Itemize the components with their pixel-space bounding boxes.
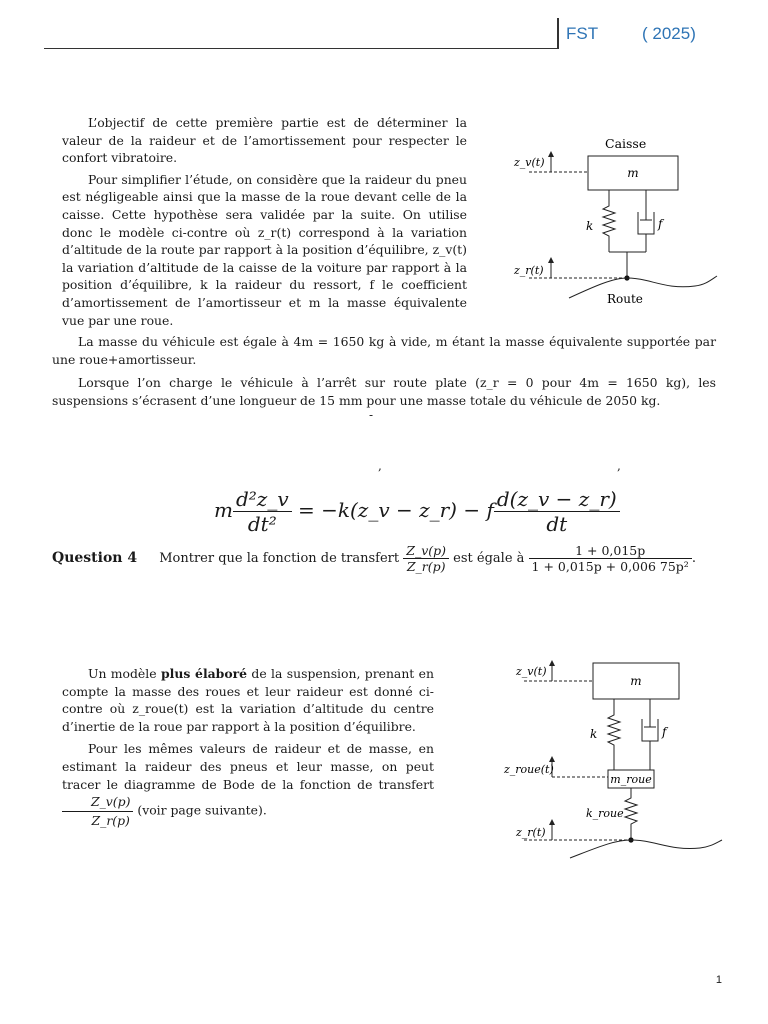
- question-text-before: Montrer que la fonction de transfert: [159, 551, 400, 566]
- d2-zr-label: z_r(t): [516, 826, 546, 839]
- spring-label: k: [586, 219, 594, 233]
- question-result-den: 1 + 0,015p + 0,006 75p²: [531, 559, 689, 574]
- model2-p2-after: (voir page suivante).: [137, 802, 267, 818]
- tire-spring: [625, 788, 637, 840]
- eq-lhs-num: d²z_v: [233, 487, 292, 512]
- page-number: 1: [715, 974, 722, 986]
- road-profile: [569, 276, 717, 298]
- stray-mark-3: ,: [617, 459, 621, 473]
- route-label: Route: [607, 292, 643, 306]
- eq-lhs-coef: m: [214, 498, 233, 522]
- mass-label: m: [627, 166, 639, 180]
- header-rule: [44, 48, 559, 49]
- question-text-end: .: [691, 551, 696, 566]
- d2-spring-k: [608, 699, 620, 770]
- eq-rhs-mid: = −k(z_v − z_r) − f: [297, 498, 494, 522]
- eq-lhs-fraction: [233, 487, 292, 536]
- intro-block: [62, 114, 467, 329]
- d2-zv-arrowhead: [549, 660, 555, 666]
- eq-rhs-den: dt: [546, 512, 568, 536]
- model2-p1-after: de la suspension, prenant en compte la masse des roues et leur raideur est donné ci-contre où z_roue(t) est la variation d’altitude du centre d’inertie de la roue par rapport à la position d’équilibre.: [62, 666, 434, 734]
- model2-tf-num: Z_v(p): [62, 793, 133, 812]
- intro-paragraph-2: Pour simplifier l’étude, on considère que la raideur du pneu est négligeable ainsi que la masse de la roue devant celle de la caisse. Cette hypothèse sera validée par la suite. On utilise donc le modèle ci-contre où z_r(t) correspond à la variation d’altitude de la route par rapport à la position d’équilibre, z_v(t) la variation d’altitude de la caisse de la voiture par rapport à la position d’équilibre, k la raideur du ressort, f le coefficient d’amortissement de l’amortisseur et m la masse équivalente vue par une roue.: [62, 171, 467, 328]
- caisse-label: Caisse: [605, 136, 647, 151]
- d2-zr-arrowhead: [549, 819, 555, 825]
- question-result-num: 1 + 0,015p: [529, 543, 692, 559]
- stray-mark-1: -: [369, 408, 374, 422]
- question-tf: [403, 543, 449, 574]
- model2-paragraph-1: [62, 665, 434, 735]
- eq-lhs-den: dt²: [247, 512, 277, 536]
- model2-p1-bold: plus élaboré: [160, 666, 248, 681]
- question-text-mid: est égale à: [453, 551, 525, 566]
- model2-block: [62, 665, 434, 829]
- d2-damper-label: f: [662, 725, 667, 739]
- suspension-diagram-simple: [505, 130, 720, 310]
- zr-arrowhead: [548, 257, 554, 263]
- eq-rhs-fraction: [494, 487, 620, 536]
- question-tf-den: Z_r(p): [406, 559, 446, 574]
- intro-paragraph-1: L’objectif de cette première partie est de déterminer la valeur de la raideur et de l’amortissement pour respecter le confort vibratoire.: [62, 115, 467, 166]
- question-result: [529, 543, 692, 574]
- question-4: [52, 543, 732, 574]
- motion-equation: [214, 487, 617, 536]
- d2-spring-label: k: [590, 727, 598, 741]
- question-label: Question 4: [52, 550, 138, 566]
- model2-p2-before: Pour les mêmes valeurs de raideur et de masse, en estimant la raideur des pneus et leur masse, on peut tracer le diagramme de Bode de la fonction de transfert: [62, 741, 434, 792]
- damper-label: f: [658, 217, 663, 231]
- load-paragraph: Lorsque l’on charge le véhicule à l’arrêt sur route plate (z_r = 0 pour 4m = 1650 kg), les suspensions s’écrasent d’une longueur de 15 mm pour une masse totale du véhicule de 2050 kg.: [52, 375, 716, 408]
- stray-mark-2: ,: [378, 459, 382, 473]
- d2-tire-spring-label: k_roue: [586, 807, 624, 820]
- vehicle-block: [52, 333, 716, 409]
- model2-paragraph-2: [62, 740, 434, 829]
- d2-zroue-arrowhead: [549, 756, 555, 762]
- header-year: ( 2025): [642, 24, 696, 43]
- d2-road-profile: [570, 840, 722, 858]
- header-divider: [557, 18, 559, 49]
- eq-rhs-num: d(z_v − z_r): [494, 487, 620, 512]
- zr-label: z_r(t): [514, 264, 544, 277]
- zv-arrowhead: [548, 151, 554, 157]
- spring-k: [603, 190, 615, 252]
- d2-zv-label: z_v(t): [516, 665, 547, 678]
- model2-p1-before: Un modèle: [88, 666, 157, 681]
- d2-zroue-label: z_roue(t): [504, 763, 554, 776]
- model2-tf-den: Z_r(p): [91, 812, 130, 828]
- zv-label: z_v(t): [514, 156, 545, 169]
- header-school: FST: [566, 24, 599, 43]
- suspension-diagram-elaborate: [500, 655, 725, 860]
- mass-paragraph: La masse du véhicule est égale à 4m = 1650 kg à vide, m étant la masse équivalente supportée par une roue+amortisseur.: [52, 334, 716, 367]
- model2-tf: [62, 793, 133, 829]
- d2-mass-label: m: [630, 674, 642, 688]
- question-tf-num: Z_v(p): [403, 543, 449, 559]
- d2-wheel-mass-label: m_roue: [610, 773, 652, 786]
